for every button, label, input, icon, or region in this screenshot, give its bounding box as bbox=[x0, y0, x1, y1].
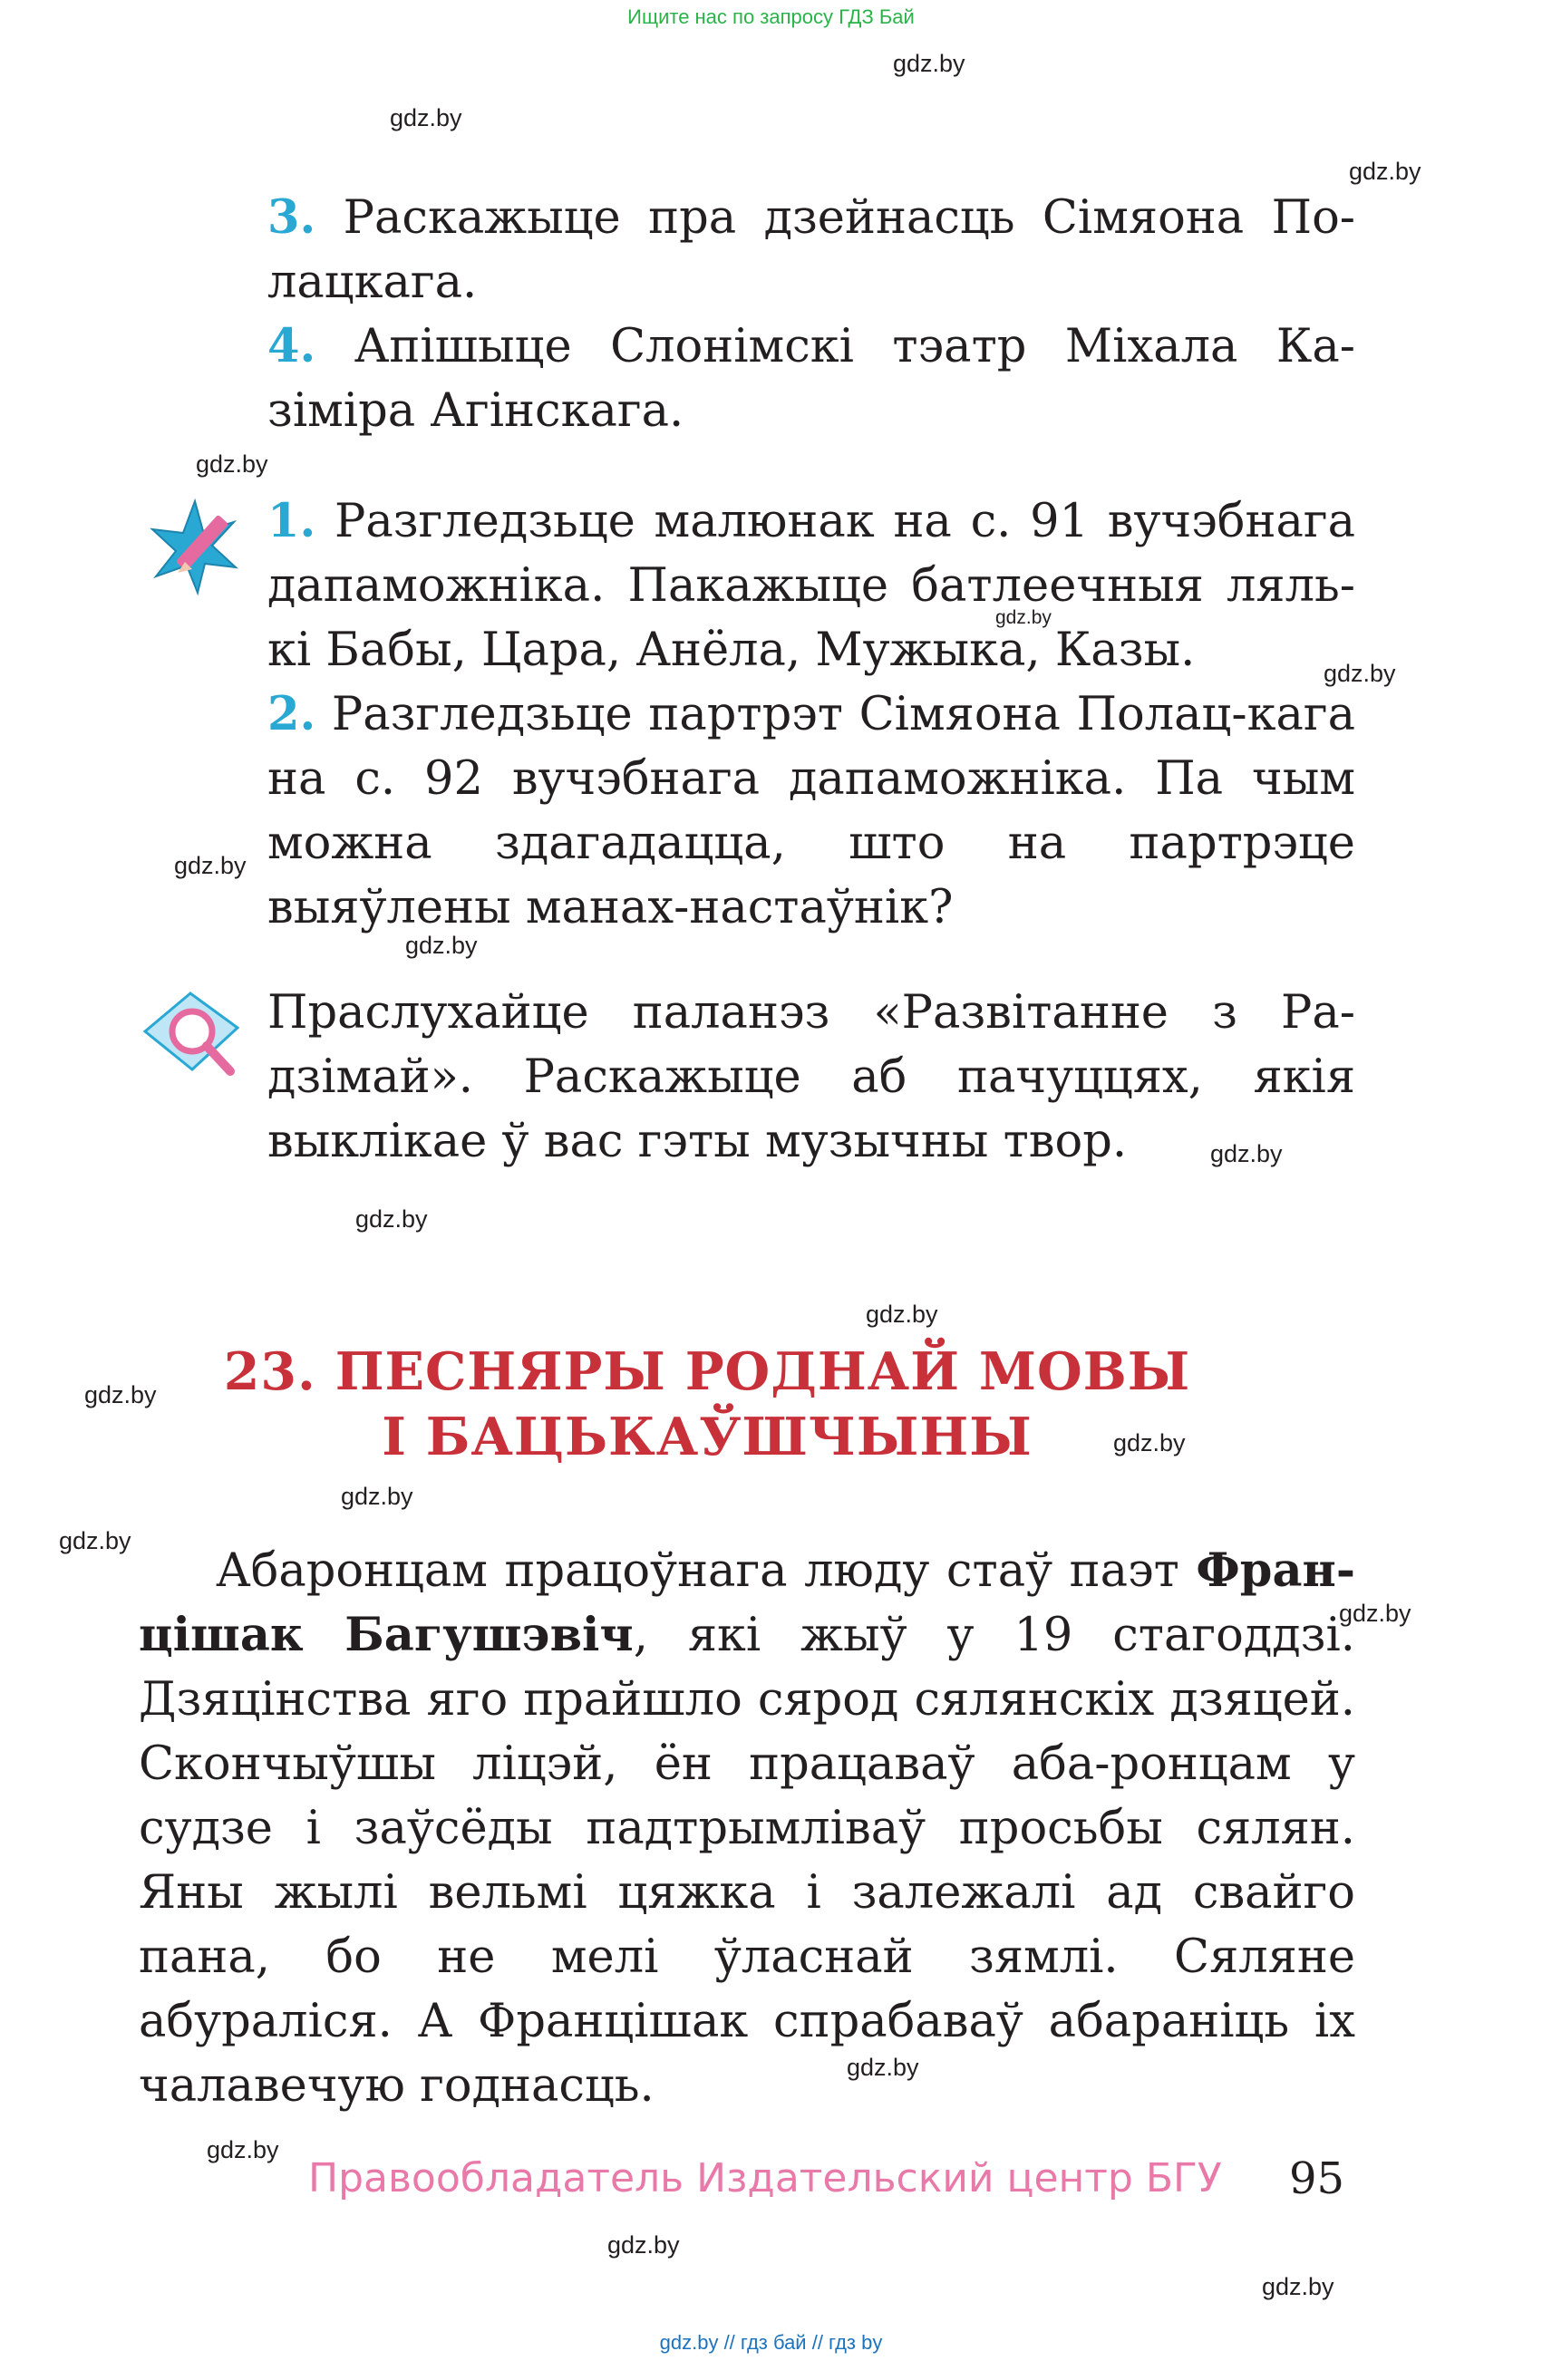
copyright-footer: Правообладатель Издательский центр БГУ bbox=[308, 2155, 1222, 2201]
watermark: gdz.by bbox=[607, 2231, 680, 2259]
watermark: gdz.by bbox=[59, 1527, 131, 1554]
watermark: gdz.by bbox=[405, 932, 478, 959]
question-4 bbox=[267, 314, 1355, 443]
watermark: gdz.by bbox=[355, 1205, 428, 1233]
watermark: gdz.by bbox=[341, 1483, 413, 1510]
body-paragraph bbox=[139, 1539, 1355, 2118]
top-banner[interactable]: Ищите нас по запросу ГДЗ Бай bbox=[627, 5, 915, 28]
watermark: gdz.by bbox=[1210, 1140, 1283, 1167]
watermark: gdz.by bbox=[207, 2136, 279, 2163]
watermark: gdz.by bbox=[847, 2054, 919, 2081]
task-number: 2. bbox=[267, 687, 316, 741]
watermark: gdz.by bbox=[866, 1301, 938, 1328]
watermark: gdz.by bbox=[1113, 1429, 1186, 1456]
watermark: gdz.by bbox=[995, 607, 1052, 628]
watermark: gdz.by bbox=[174, 852, 247, 879]
chapter-title-line2: І БАЦЬКАЎШЧЫНЫ bbox=[382, 1407, 1033, 1467]
chapter-title-line1: 23. ПЕСНЯРЫ РОДНАЙ МОВЫ bbox=[223, 1341, 1191, 1402]
question-number: 4. bbox=[267, 319, 316, 373]
question-text: Раскажыце пра дзейнасць Сімяона По-лацкага. bbox=[267, 191, 1356, 309]
bottom-links[interactable]: gdz.by // гдз бай // гдз by bbox=[659, 2331, 883, 2354]
person-name: Фран-цішак Багушэвіч bbox=[139, 1543, 1355, 1662]
watermark: gdz.by bbox=[84, 1381, 157, 1408]
watermark: gdz.by bbox=[893, 50, 965, 77]
watermark: gdz.by bbox=[1262, 2273, 1334, 2300]
body-intro: Абаронцам працоўнага люду стаў паэт bbox=[216, 1544, 1197, 1598]
watermark: gdz.by bbox=[196, 450, 268, 478]
watermark: gdz.by bbox=[390, 104, 462, 131]
listening-task: Праслухайце паланэз «Развітанне з Ра-дзімай». Раскажыце аб пачуццях, якія выклікае ў вас гэты музычны твор. bbox=[267, 986, 1355, 1168]
task-text: Разгледзьце малюнак на с. 91 вучэбнага дапаможніка. Пакажыце батлеечныя ляль-кі Бабы, Цара, Анёла, Мужыка, Казы. bbox=[267, 495, 1355, 677]
task-number: 1. bbox=[267, 494, 316, 548]
magnifier-icon bbox=[136, 988, 245, 1088]
task-1 bbox=[267, 489, 1355, 682]
watermark: gdz.by bbox=[1324, 660, 1396, 687]
question-3 bbox=[267, 186, 1355, 314]
question-number: 3. bbox=[267, 190, 316, 245]
task-2 bbox=[267, 682, 1355, 940]
star-pencil-icon bbox=[145, 497, 245, 596]
page-number: 95 bbox=[1289, 2153, 1345, 2204]
watermark: gdz.by bbox=[1349, 158, 1421, 185]
task-text: Разгледзьце партрэт Сімяона Полац-кага на с. 92 вучэбнага дапаможніка. Па чым можна здагадацца, што на партрэце выяўлены манах-настаўнік? bbox=[267, 688, 1355, 934]
watermark: gdz.by bbox=[1339, 1600, 1411, 1627]
question-text: Апішыце Слонімскі тэатр Міхала Ка-зіміра Агінскага. bbox=[267, 320, 1355, 438]
body-rest: , які жыў у 19 стагоддзі. Дзяцінства яго прайшло сярод сялянскіх дзяцей. Скончыўшы ліцэй, ён працаваў аба-ронцам у судзе і заўсёды падтрымліваў просьбы сялян. Яны жылі вельмі цяжка і залежалі ад свайго пана, бо не мелі ўласнай зямлі. Сяляне абураліся. А Францішак спрабаваў абараніць іх чалавечую годнасць. bbox=[139, 1609, 1355, 2113]
